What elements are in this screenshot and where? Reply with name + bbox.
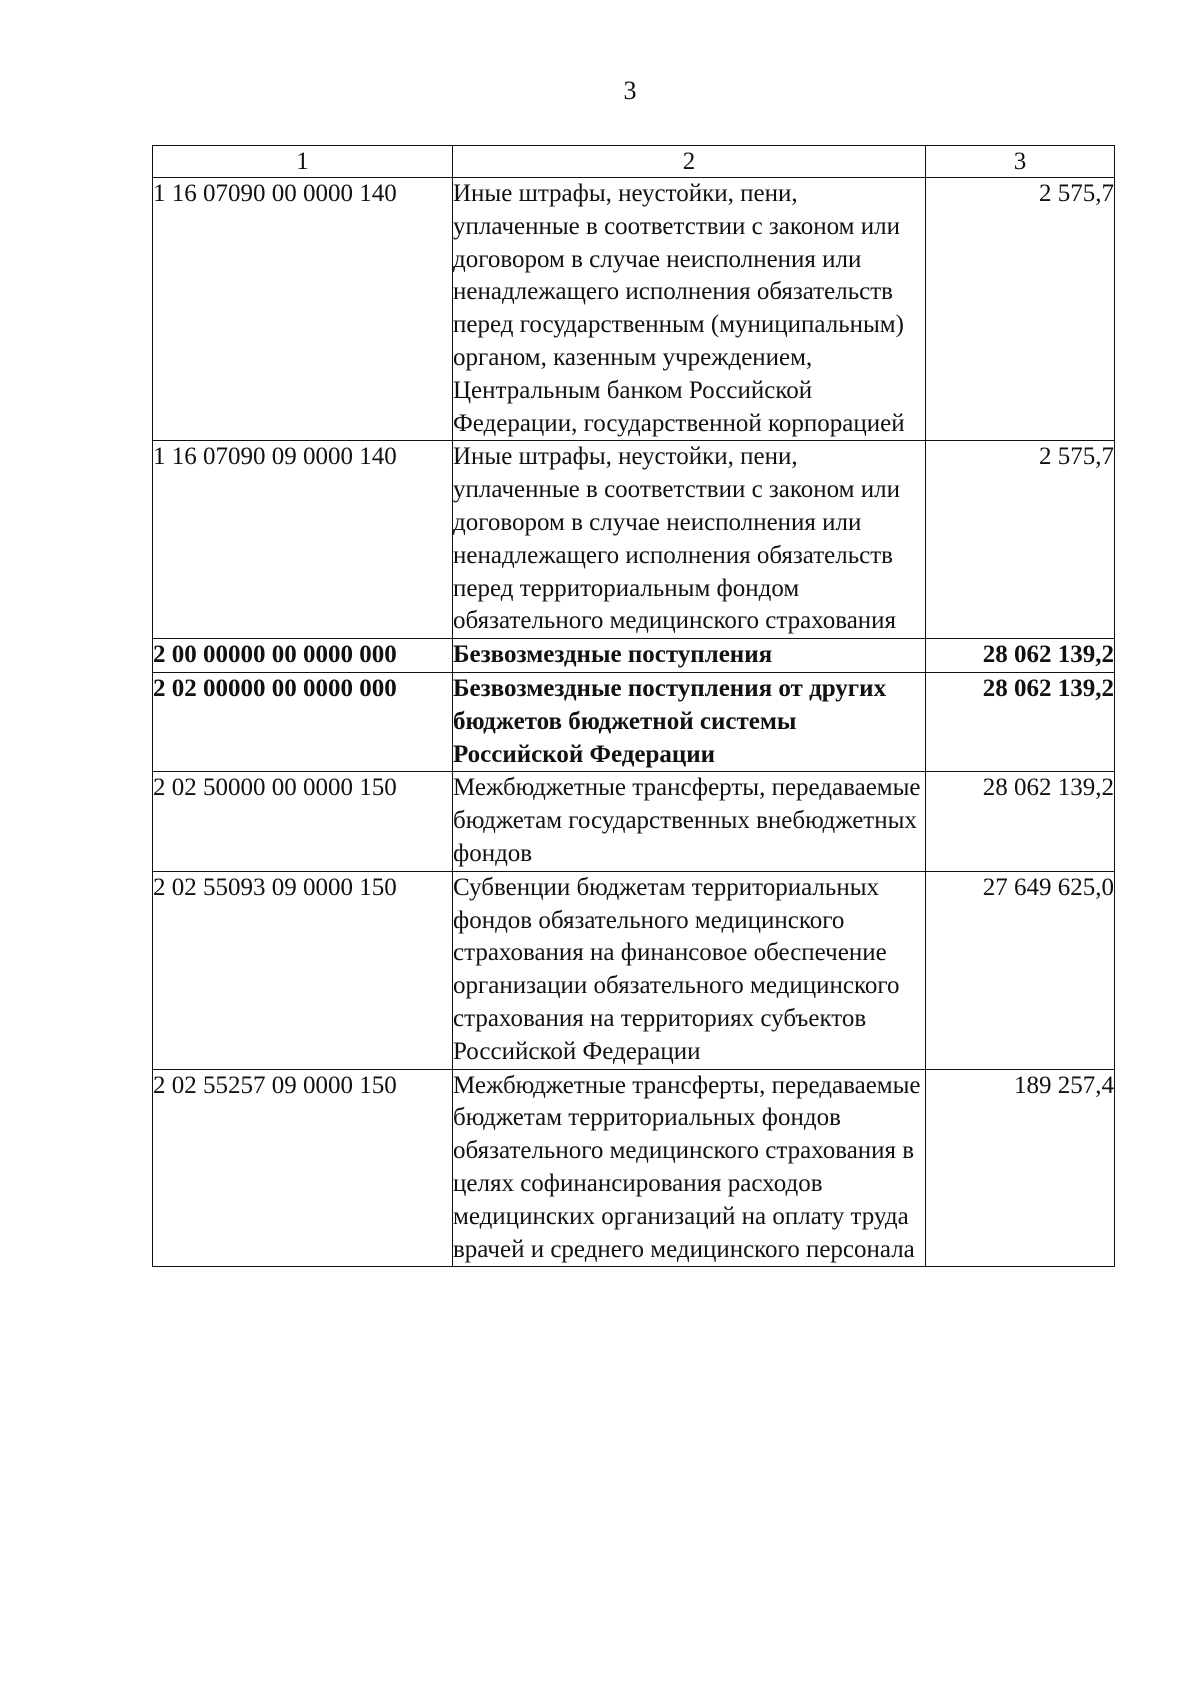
table-row [153,672,1115,771]
revenue-name-cell: Межбюджетные трансферты, передаваемые бюджетам государственных внебюджетных фондов [453,772,926,871]
revenue-name-cell: Безвозмездные поступления [453,639,926,673]
revenue-name-cell: Субвенции бюджетам территориальных фондов обязательного медицинского страхования на финансовое обеспечение организации обязательного медицинского страхования на территориях субъектов Российской Федерации [453,871,926,1069]
budget-code-cell: 1 16 07090 00 0000 140 [153,178,453,441]
table-row [153,178,1115,441]
revenue-name-cell: Межбюджетные трансферты, передаваемые бюджетам территориальных фондов обязательного медицинского страхования в целях софинансирования расходов медицинских организаций на оплату труда врачей и среднего медицинского персонала [453,1069,926,1267]
amount-cell: 28 062 139,2 [926,772,1115,871]
amount-cell: 2 575,7 [926,441,1115,639]
column-header-name: 2 [453,146,926,178]
budget-code-cell: 2 02 55257 09 0000 150 [153,1069,453,1267]
table-row [153,772,1115,871]
column-header-amount: 3 [926,146,1115,178]
budget-code-cell: 2 02 50000 00 0000 150 [153,772,453,871]
amount-cell: 2 575,7 [926,178,1115,441]
revenue-name-cell: Иные штрафы, неустойки, пени, уплаченные в соответствии с законом или договором в случае неисполнения или ненадлежащего исполнения обязательств перед территориальным фондом обязательного медицинского страхования [453,441,926,639]
table-header-row [153,146,1115,178]
amount-cell: 27 649 625,0 [926,871,1115,1069]
column-header-code: 1 [153,146,453,178]
amount-cell: 189 257,4 [926,1069,1115,1267]
budget-code-cell: 2 02 55093 09 0000 150 [153,871,453,1069]
revenue-name-cell: Безвозмездные поступления от других бюджетов бюджетной системы Российской Федерации [453,672,926,771]
table-row [153,871,1115,1069]
amount-cell: 28 062 139,2 [926,672,1115,771]
table-body [153,178,1115,1267]
budget-revenue-table [152,145,1115,1267]
table-row [153,441,1115,639]
budget-code-cell: 1 16 07090 09 0000 140 [153,441,453,639]
budget-code-cell: 2 00 00000 00 0000 000 [153,639,453,673]
amount-cell: 28 062 139,2 [926,639,1115,673]
budget-code-cell: 2 02 00000 00 0000 000 [153,672,453,771]
table-row [153,639,1115,673]
table-row [153,1069,1115,1267]
page-number: 3 [623,76,637,105]
revenue-name-cell: Иные штрафы, неустойки, пени, уплаченные в соответствии с законом или договором в случае неисполнения или ненадлежащего исполнения обязательств перед государственным (муниципальным) органом, казенным учреждением, Центральным банком Российской Федерации, государственной корпорацией [453,178,926,441]
